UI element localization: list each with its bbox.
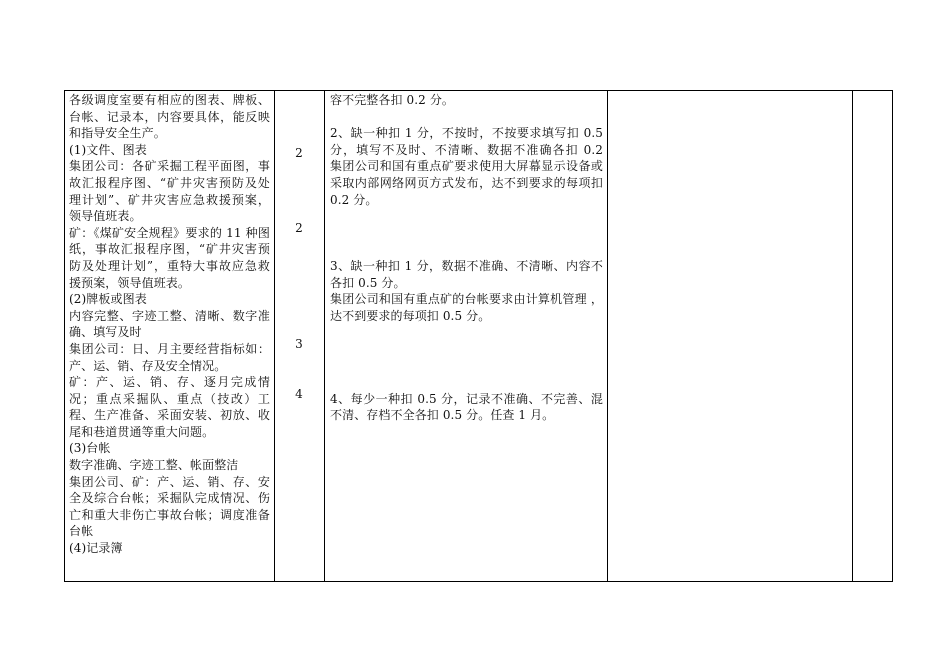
content-line: 内容完整、字迹工整、清晰、数字准 — [69, 308, 270, 323]
content-line: 全及综合台帐；采掘队完成情况、伤 — [69, 491, 270, 506]
method-line: 2、缺一种扣 1 分，不按时，不按要求填写扣 0.5 — [330, 126, 603, 141]
content-line: 领导值班表。 — [69, 209, 142, 224]
blank-line — [330, 241, 603, 258]
score-cell — [274, 91, 324, 581]
score-value: 3 — [295, 337, 303, 352]
blank-line — [330, 324, 603, 341]
blank-line — [330, 341, 603, 358]
content-line: 理计划”、矿井灾害应急救援预案， — [69, 192, 270, 207]
content-line: (2)牌板或图表 — [69, 292, 147, 307]
method-line: 分，填写不及时、不清晰、数据不准确各扣 0.2 — [330, 142, 603, 157]
content-line: 故汇报程序图、“矿井灾害预防及处 — [69, 175, 270, 190]
method-line: 采取内部网络网页方式发布，达不到要求的每项扣 — [330, 175, 603, 190]
blank-line — [330, 225, 603, 242]
content-line: 援预案，领导值班表。 — [69, 275, 191, 290]
blank-line — [330, 208, 603, 225]
content-line: 和指导安全生产。 — [69, 126, 166, 141]
empty-cell — [607, 91, 852, 581]
content-line: (3)台帐 — [69, 441, 111, 456]
content-line: 集团公司、矿：产、运、销、存、安 — [69, 474, 270, 489]
score-value: 4 — [295, 386, 303, 401]
method-line: 0.2 分。 — [330, 192, 378, 207]
content-line: 台帐、记录本，内容要具体，能反映 — [69, 109, 270, 124]
scoring-method-cell — [324, 91, 607, 581]
content-line: 矿：产、运、销、存、逐月完成情 — [69, 375, 270, 390]
score-value: 2 — [295, 146, 303, 161]
blank-line — [330, 358, 603, 375]
content-line: 产、运、销、存及安全情况。 — [69, 358, 227, 373]
content-line: 各级调度室要有相应的图表、牌板、 — [69, 93, 270, 107]
standard-content-cell — [65, 91, 274, 581]
method-line: 集团公司和国有重点矿的台帐要求由计算机管理 ， — [330, 292, 603, 307]
content-line: (1)文件、图表 — [69, 142, 147, 157]
method-line: 达不到要求的每项扣 0.5 分。 — [330, 308, 491, 323]
evaluation-table — [64, 90, 893, 582]
method-line: 各扣 0.5 分。 — [330, 275, 406, 290]
method-line: 不清、存档不全各扣 0.5 分。任查 1 月。 — [330, 408, 555, 423]
content-line: (4)记录簿 — [69, 541, 123, 556]
content-line: 台帐 — [69, 524, 94, 539]
content-line: 数字准确、字迹工整、帐面整洁 — [69, 458, 239, 473]
content-line: 纸，事故汇报程序图，“矿井灾害预 — [69, 242, 270, 257]
content-line: 矿：《煤矿安全规程》要求的 11 种图 — [69, 225, 270, 240]
empty-cell — [852, 91, 894, 581]
content-line: 亡和重大非伤亡事故台帐；调度准备 — [69, 507, 270, 522]
blank-line — [330, 109, 603, 126]
method-line: 4、每少一种扣 0.5 分，记录不准确、不完善、混 — [330, 391, 603, 406]
content-line: 集团公司：各矿采掘工程平面图，事 — [69, 159, 270, 174]
content-line: 集团公司：日、月主要经营指标如： — [69, 341, 270, 356]
content-line: 防及处理计划”，重特大事故应急救 — [69, 258, 270, 273]
content-line: 况；重点采掘队、重点（技改）工 — [69, 391, 270, 406]
content-line: 程、生产准备、采面安装、初放、收 — [69, 408, 270, 423]
blank-line — [330, 374, 603, 391]
method-line: 3、缺一种扣 1 分，数据不准确、不清晰、内容不 — [330, 258, 603, 273]
method-line: 集团公司和国有重点矿要求使用大屏幕显示设备或 — [330, 159, 603, 174]
content-line: 尾和巷道贯通等重大问题。 — [69, 424, 215, 439]
content-line: 确、填写及时 — [69, 325, 142, 340]
score-value: 2 — [295, 220, 303, 235]
method-line: 容不完整各扣 0.2 分。 — [330, 93, 455, 107]
